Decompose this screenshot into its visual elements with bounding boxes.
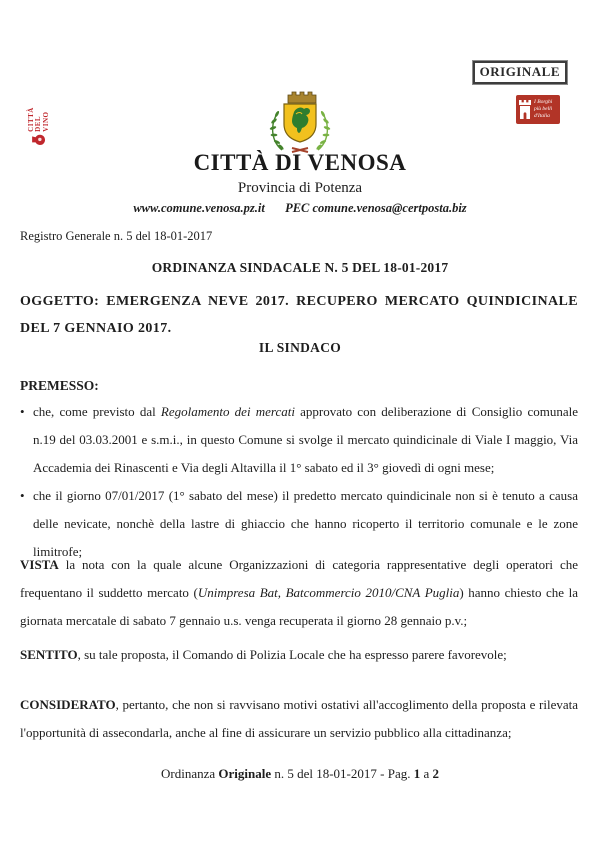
citta-del-vino-logo <box>20 95 58 145</box>
premesso-label: PREMESSO: <box>20 378 99 393</box>
wine-jug-icon <box>31 134 47 145</box>
city-title: CITTÀ DI VENOSA <box>193 150 407 175</box>
borghi-label: I Borghi più belli d'Italia <box>534 99 553 119</box>
shield-icon <box>284 104 316 142</box>
premesso-list <box>20 398 578 566</box>
registro-generale-line: Registro Generale n. 5 del 18-01-2017 <box>20 229 213 243</box>
citta-del-vino-label: CITTÀ DEL VINO <box>26 107 50 132</box>
coat-of-arms <box>252 90 348 156</box>
borghi-piu-belli-logo <box>516 95 560 124</box>
page-footer: Ordinanza Originale n. 5 del 18-01-2017 - Pag. 1 a 2 <box>160 766 439 781</box>
originale-badge: ORIGINALE <box>473 61 567 84</box>
oggetto-heading: OGGETTO: EMERGENZA NEVE 2017. RECUPERO MERCATO QUINDICINALE DEL 7 GENNAIO 2017. <box>20 294 578 336</box>
mural-crown-icon <box>288 92 316 103</box>
il-sindaco-heading: IL SINDACO <box>258 340 342 355</box>
considerato-paragraph: CONSIDERATO, pertanto, che non si ravvisano motivi ostativi all'accoglimento della proposta e rilevata l'opportunità di assecondarla, anche al fine di assicurare un servizio pubblico alla cittadinanza; <box>20 697 578 740</box>
vista-paragraph: VISTA la nota con la quale alcune Organizzazioni di categoria rappresentative degli operatori che frequentano il suddetto mercato (Unimpresa Bat, Batcommercio 2010/CNA Puglia) hanno chiesto che la giornata mercatale di sabato 7 gennaio u.s. venga recuperata il giorno 28 gennaio p.v.; <box>20 557 578 628</box>
premesso-bullet-2: • che il giorno 07/01/2017 (1° sabato del mese) il predetto mercato quindicinale non si è tenuto a causa delle nevicate, nonchè della lastre di ghiaccio che hanno ricoperto il territorio comunale e le zone limitrofe; <box>20 482 578 566</box>
premesso-bullet-1: • che, come previsto dal Regolamento dei mercati approvato con deliberazione di Consiglio comunale n.19 del 03.03.2001 e s.m.i., in questo Comune si svolge il mercato quindicinale di Viale I maggio, Via Accademia dei Rinascenti e Via degli Altavilla il 1° sabato ed il 3° giovedì di ogni mese; <box>20 398 578 482</box>
pec-email: PEC comune.venosa@certposta.biz <box>285 201 467 215</box>
contact-line <box>0 201 600 216</box>
castle-tower-icon <box>518 99 532 121</box>
website-url: www.comune.venosa.pz.it <box>133 201 265 215</box>
sentito-paragraph: SENTITO, su tale proposta, il Comando di Polizia Locale che ha espresso parere favorevole; <box>20 647 507 662</box>
ordinanza-title: ORDINANZA SINDACALE N. 5 DEL 18-01-2017 <box>151 260 449 275</box>
province-subtitle: Provincia di Potenza <box>237 180 363 196</box>
